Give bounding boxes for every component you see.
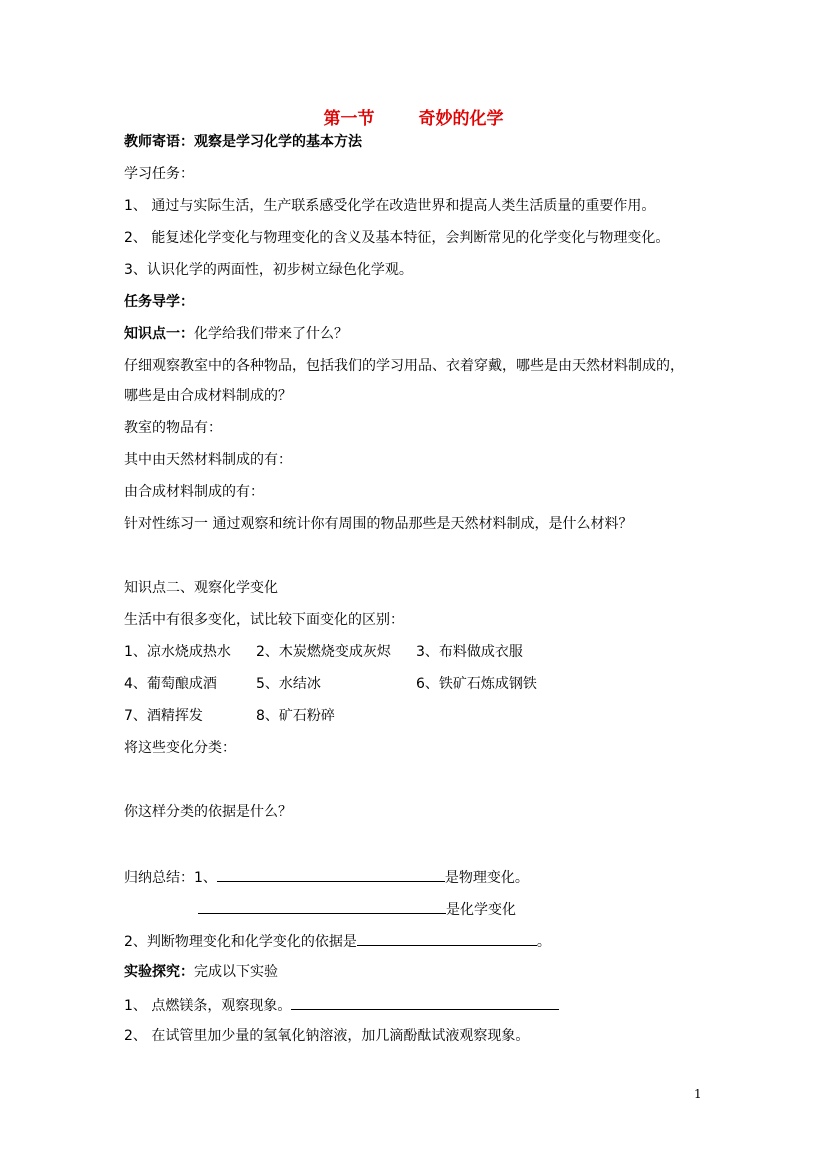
basis-question: 你这样分类的依据是什么？ xyxy=(124,804,292,820)
judge-basis: 2、判断物理变化和化学变化的依据是 。 xyxy=(124,930,551,952)
title-topic: 奇妙的化学 xyxy=(418,109,504,129)
summary-chemical: 是化学变化 xyxy=(198,898,516,920)
changes-row-3 xyxy=(124,706,335,726)
page-number: 1 xyxy=(694,1087,702,1101)
guide-heading: 任务导学： xyxy=(124,294,194,310)
natural-materials: 其中由天然材料制成的有： xyxy=(124,452,292,468)
exercise-one: 针对性练习一 通过观察和统计你有周围的物品那些是天然材料制成，是什么材料？ xyxy=(124,516,633,532)
point2-heading: 知识点二、观察化学变化 xyxy=(124,580,278,596)
change-item: 3、布料做成衣服 xyxy=(416,644,523,660)
point1-paragraph: 仔细观察教室中的各种物品，包括我们的学习用品、衣着穿戴，哪些是由天然材料制成的， xyxy=(124,358,684,374)
change-item: 7、酒精挥发 xyxy=(124,708,203,724)
page-title xyxy=(0,104,827,129)
summary-physical: 归纳总结：1、 是物理变化。 xyxy=(124,866,529,888)
synthetic-materials: 由合成材料制成的有： xyxy=(124,484,264,500)
task-item: 3、认识化学的两面性，初步树立绿色化学观。 xyxy=(124,262,413,278)
teacher-motto: 教师寄语：观察是学习化学的基本方法 xyxy=(124,134,362,150)
point1-heading: 知识点一：化学给我们带来了什么？ xyxy=(124,326,348,342)
change-item: 5、水结冰 xyxy=(256,676,321,692)
answer-blank[interactable] xyxy=(217,866,445,882)
classify-prompt: 将这些变化分类： xyxy=(124,740,236,756)
point1-paragraph-cont: 哪些是由合成材料制成的？ xyxy=(124,388,292,404)
experiment-heading: 实验探究：完成以下实验 xyxy=(124,964,278,980)
title-section: 第一节 xyxy=(323,109,375,129)
change-item: 1、凉水烧成热水 xyxy=(124,644,231,660)
task-item: 2、 能复述化学变化与物理变化的含义及基本特征，会判断常见的化学变化与物理变化。 xyxy=(124,230,670,246)
task-item: 1、 通过与实际生活，生产联系感受化学在改造世界和提高人类生活质量的重要作用。 xyxy=(124,198,656,214)
answer-blank[interactable] xyxy=(291,994,559,1010)
tasks-heading: 学习任务： xyxy=(124,166,194,182)
experiment-step-2: 2、 在试管里加少量的氢氧化钠溶液，加几滴酚酞试液观察现象。 xyxy=(124,1028,530,1044)
point2-intro: 生活中有很多变化，试比较下面变化的区别： xyxy=(124,612,404,628)
classroom-items: 教室的物品有： xyxy=(124,420,222,436)
answer-blank[interactable] xyxy=(198,898,446,914)
change-item: 2、木炭燃烧变成灰烬 xyxy=(256,644,391,660)
change-item: 6、铁矿石炼成钢铁 xyxy=(416,676,537,692)
changes-row-2 xyxy=(124,674,537,694)
change-item: 8、矿石粉碎 xyxy=(256,708,335,724)
experiment-step-1: 1、 点燃镁条，观察现象。 xyxy=(124,994,559,1016)
answer-blank[interactable] xyxy=(357,930,537,946)
changes-row-1 xyxy=(124,642,523,662)
change-item: 4、葡萄酿成酒 xyxy=(124,676,217,692)
